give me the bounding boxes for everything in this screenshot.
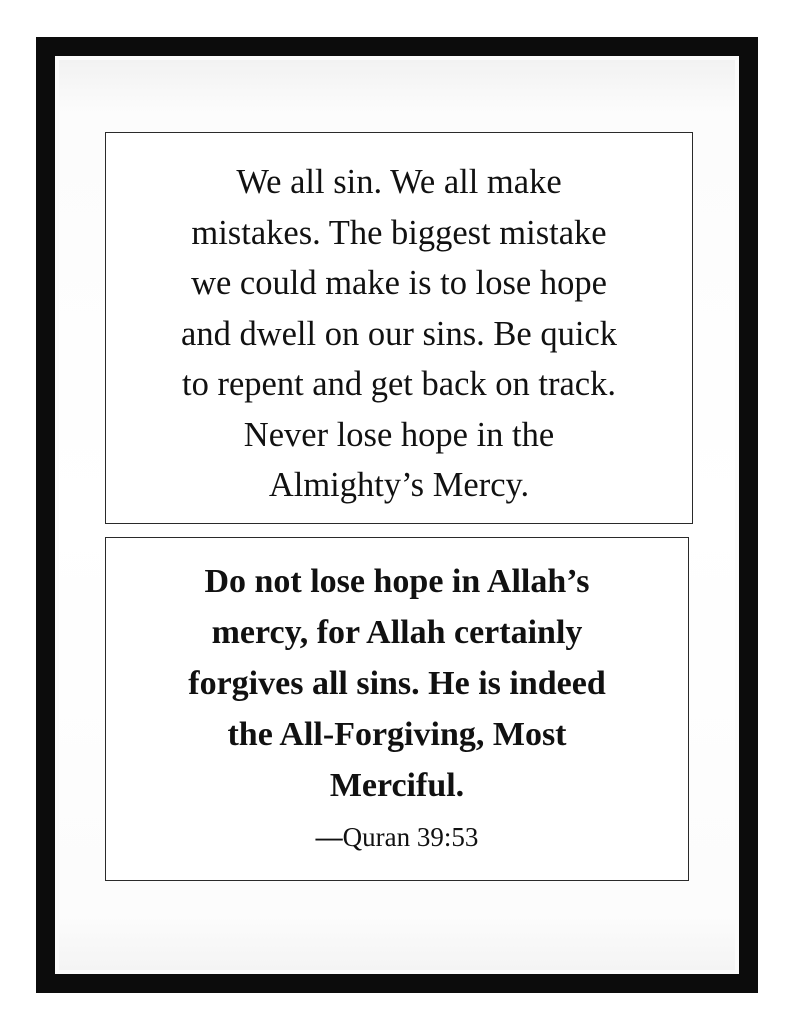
citation-dash: — <box>315 822 343 852</box>
quote-line: We all sin. We all make <box>236 163 562 201</box>
quote-line: Never lose hope in the <box>243 415 555 454</box>
verse-box <box>105 537 689 881</box>
verse-line: the All-Forgiving, Most <box>227 716 567 753</box>
verse-line: forgives all sins. He is indeed <box>188 665 606 702</box>
verse-line: Do not lose hope in Allah’s <box>204 563 590 600</box>
verse-line: mercy, for Allah certainly <box>211 614 583 651</box>
reflection-quote-box <box>105 132 693 524</box>
citation-reference: Quran 39:53 <box>342 822 479 852</box>
reflection-quote <box>106 157 692 511</box>
quote-line: mistakes. The biggest mistake <box>191 213 607 252</box>
quote-line: and dwell on our sins. Be quick <box>181 314 617 353</box>
quote-line: we could make is to lose hope <box>191 264 607 302</box>
verse-line: Merciful. <box>329 767 465 804</box>
quote-line: Almighty’s Mercy. <box>268 466 530 504</box>
verse-citation <box>106 821 688 853</box>
quote-line: to repent and get back on track. <box>182 365 616 403</box>
verse-text <box>106 556 688 811</box>
